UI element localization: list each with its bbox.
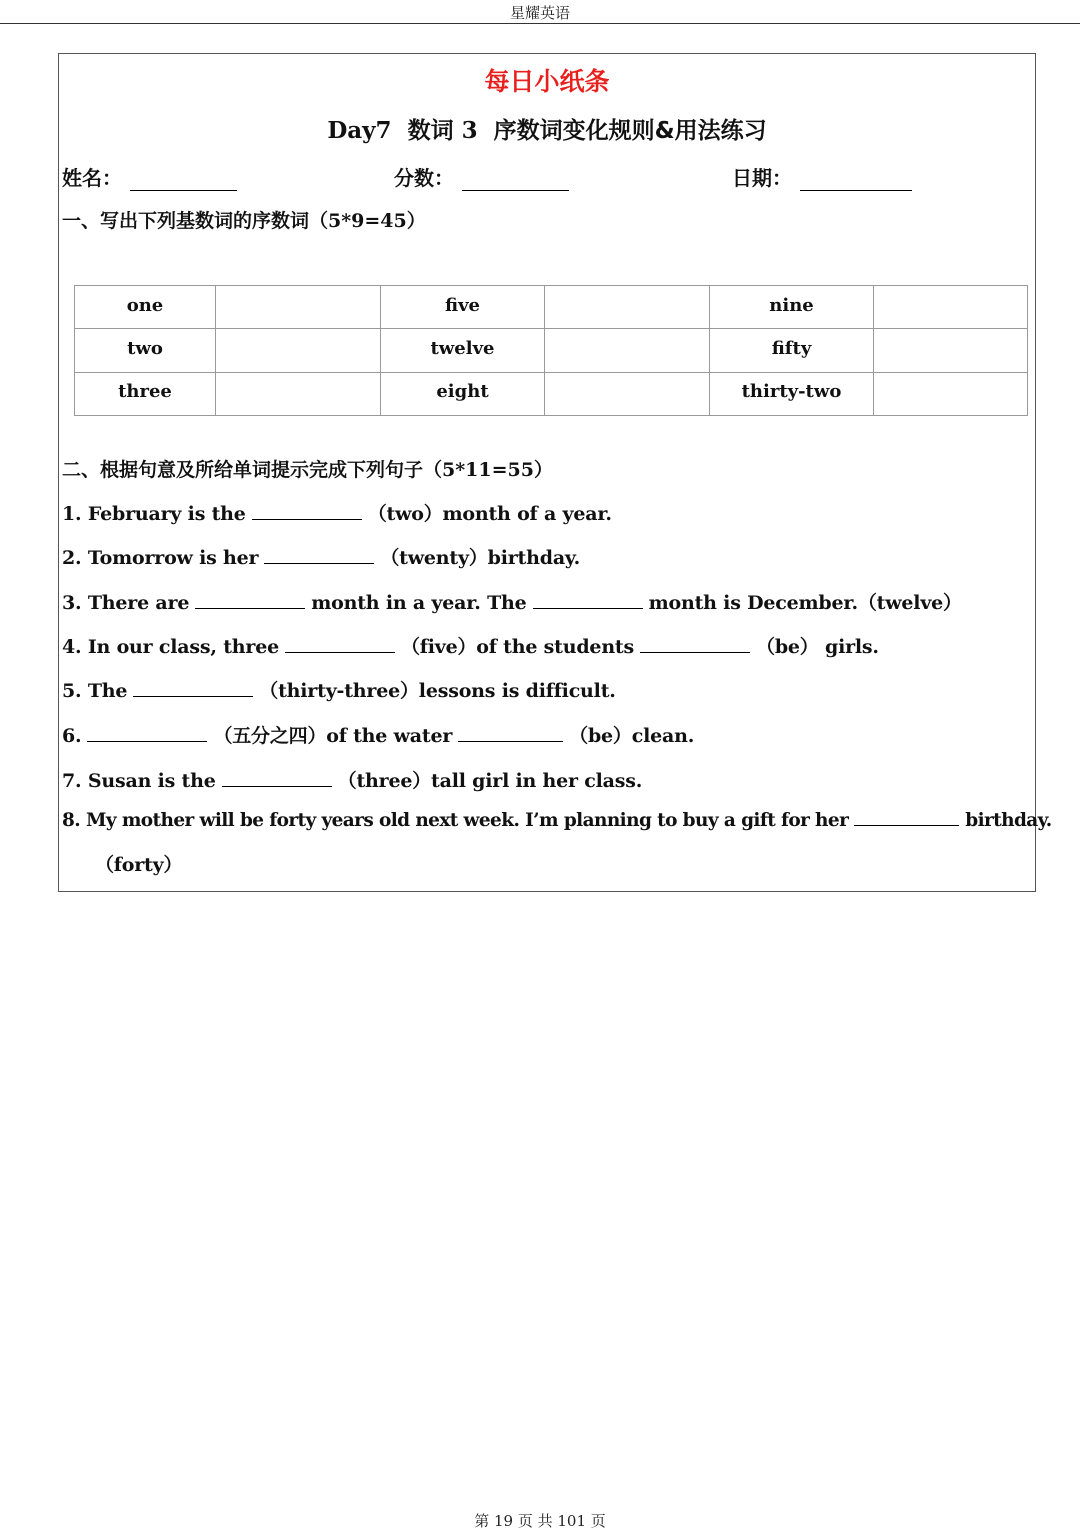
- q4-blank-2[interactable]: [640, 636, 750, 653]
- answer-cell[interactable]: [216, 372, 381, 415]
- daily-note-title: 每日小纸条: [484, 67, 610, 96]
- q5-blank[interactable]: [133, 680, 253, 697]
- cardinal-word: fifty: [710, 329, 874, 372]
- q5-text-b: （thirty-three）lessons is difficult.: [259, 680, 616, 702]
- q3-text-b: month in a year. The: [311, 592, 527, 614]
- question-1: [62, 499, 612, 526]
- q6-text-d: （be）clean.: [569, 725, 695, 747]
- title-day: Day7: [327, 117, 392, 144]
- header-rule: [0, 23, 1080, 24]
- q2-text-b: （twenty）birthday.: [380, 547, 581, 569]
- question-3: [62, 588, 962, 615]
- name-label: 姓名：: [62, 166, 122, 190]
- q6-text-a: 6.: [62, 725, 82, 747]
- q6-blank-1[interactable]: [87, 725, 207, 742]
- section2-heading-text: 二、根据句意及所给单词提示完成下列句子: [62, 459, 424, 481]
- section1-points: （5*9=45）: [309, 210, 426, 232]
- worksheet-title: [59, 112, 1035, 145]
- name-field: [62, 162, 237, 191]
- q2-blank[interactable]: [264, 547, 374, 564]
- q1-blank[interactable]: [252, 503, 362, 520]
- q3-blank-2[interactable]: [533, 592, 643, 609]
- table-row: [75, 372, 1028, 415]
- cardinal-word: nine: [710, 286, 874, 329]
- answer-cell[interactable]: [874, 329, 1028, 372]
- score-blank[interactable]: [462, 170, 569, 191]
- q6-hint: （五分之四）: [213, 725, 327, 747]
- page-header-title: 星耀英语: [509, 4, 570, 22]
- question-5: [62, 676, 616, 703]
- q7-blank[interactable]: [222, 770, 332, 787]
- score-field: [394, 162, 569, 191]
- answer-cell[interactable]: [545, 286, 710, 329]
- q6-text-c: of the water: [326, 725, 453, 747]
- answer-cell[interactable]: [216, 286, 381, 329]
- title-subtitle: 序数词变化规则&用法练习: [493, 118, 767, 144]
- section2-points: （5*11=55）: [423, 459, 553, 481]
- answer-cell[interactable]: [874, 286, 1028, 329]
- q1-text-b: （two）month of a year.: [367, 503, 612, 525]
- cardinal-word: thirty-two: [710, 372, 874, 415]
- q4-text-c: （be） girls.: [756, 636, 879, 658]
- q6-blank-2[interactable]: [458, 725, 563, 742]
- q5-text-a: 5. The: [62, 680, 128, 702]
- cardinal-word: three: [75, 372, 216, 415]
- q3-text-c: month is December.（twelve）: [648, 592, 962, 614]
- q8-text-a: 8. My mother will be forty years old next week. I’m planning to buy a gift for her: [62, 810, 849, 831]
- q3-blank-1[interactable]: [195, 592, 305, 609]
- cardinal-word: five: [381, 286, 545, 329]
- page-footer: 第 19 页 共 101 页: [474, 1512, 606, 1530]
- q8-blank[interactable]: [854, 809, 959, 826]
- title-topic: 数词: [407, 118, 454, 144]
- date-field: [732, 162, 912, 191]
- title-number: 3: [461, 117, 478, 144]
- q8-text-b: birthday.: [965, 810, 1052, 831]
- q1-text-a: 1. February is the: [62, 503, 246, 525]
- question-8-hint: （forty）: [95, 854, 183, 876]
- date-label: 日期：: [732, 166, 792, 190]
- section2-heading: [62, 455, 553, 482]
- question-4: [62, 632, 879, 659]
- cardinal-word: one: [75, 286, 216, 329]
- answer-cell[interactable]: [545, 372, 710, 415]
- score-label: 分数：: [394, 166, 454, 190]
- q4-blank-1[interactable]: [285, 636, 395, 653]
- question-8: [62, 809, 1052, 831]
- date-blank[interactable]: [800, 170, 912, 191]
- q7-text-b: （three）tall girl in her class.: [337, 770, 643, 792]
- worksheet-box: [58, 53, 1052, 892]
- q3-text-a: 3. There are: [62, 592, 190, 614]
- cardinal-word: twelve: [381, 329, 545, 372]
- answer-cell[interactable]: [216, 329, 381, 372]
- q2-text-a: 2. Tomorrow is her: [62, 547, 259, 569]
- cardinal-word: eight: [381, 372, 545, 415]
- q7-text-a: 7. Susan is the: [62, 770, 216, 792]
- q4-text-a: 4. In our class, three: [62, 636, 279, 658]
- section1-heading: [62, 206, 426, 233]
- q4-text-b: （five）of the students: [400, 636, 635, 658]
- cardinal-word: two: [75, 329, 216, 372]
- question-6: [62, 721, 694, 748]
- table-row: [75, 286, 1028, 329]
- answer-cell[interactable]: [874, 372, 1028, 415]
- answer-cell[interactable]: [545, 329, 710, 372]
- table-row: [75, 329, 1028, 372]
- section1-heading-text: 一、写出下列基数词的序数词: [62, 210, 310, 232]
- ordinal-table: [74, 285, 1028, 416]
- question-2: [62, 543, 580, 570]
- question-7: [62, 766, 642, 793]
- name-blank[interactable]: [130, 170, 237, 191]
